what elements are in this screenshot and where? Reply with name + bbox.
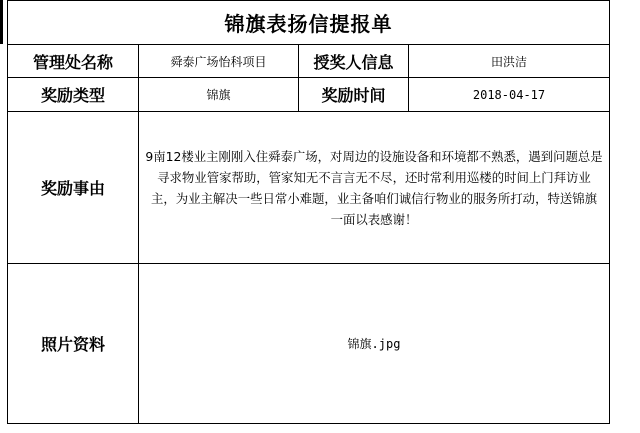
reason-cell[interactable] (139, 112, 610, 264)
reason-row (8, 112, 610, 264)
office-row (8, 45, 610, 78)
reason-text: 9南12楼业主刚刚入住舜泰广场，对周边的设施设备和环境都不熟悉，遇到问题总是寻求物业管家帮助，管家知无不言言无不尽，还时常利用巡楼的时间上门拜访业主，为业主解决一些日常小难题，业主备咱们诚信行物业的服务所打动，特送锦旗一面以表感谢！ (145, 148, 603, 227)
form-title[interactable]: 锦旗表扬信提报单 (8, 1, 610, 45)
office-value[interactable]: 舜泰广场怡科项目 (139, 45, 299, 78)
award-type-label[interactable]: 奖励类型 (8, 78, 139, 112)
title-row (8, 1, 610, 45)
award-type-row (8, 78, 610, 112)
reason-label[interactable]: 奖励事由 (8, 112, 139, 264)
photo-label[interactable]: 照片资料 (8, 264, 139, 424)
photo-file-name[interactable]: 锦旗.jpg (139, 264, 610, 424)
award-form-table (7, 0, 610, 424)
award-time-value[interactable]: 2018-04-17 (409, 78, 610, 112)
cell-cursor-marker (0, 0, 3, 44)
recipient-label[interactable]: 授奖人信息 (299, 45, 409, 78)
photo-row (8, 264, 610, 424)
award-time-label[interactable]: 奖励时间 (299, 78, 409, 112)
award-type-value[interactable]: 锦旗 (139, 78, 299, 112)
recipient-value[interactable]: 田洪洁 (409, 45, 610, 78)
office-label[interactable]: 管理处名称 (8, 45, 139, 78)
